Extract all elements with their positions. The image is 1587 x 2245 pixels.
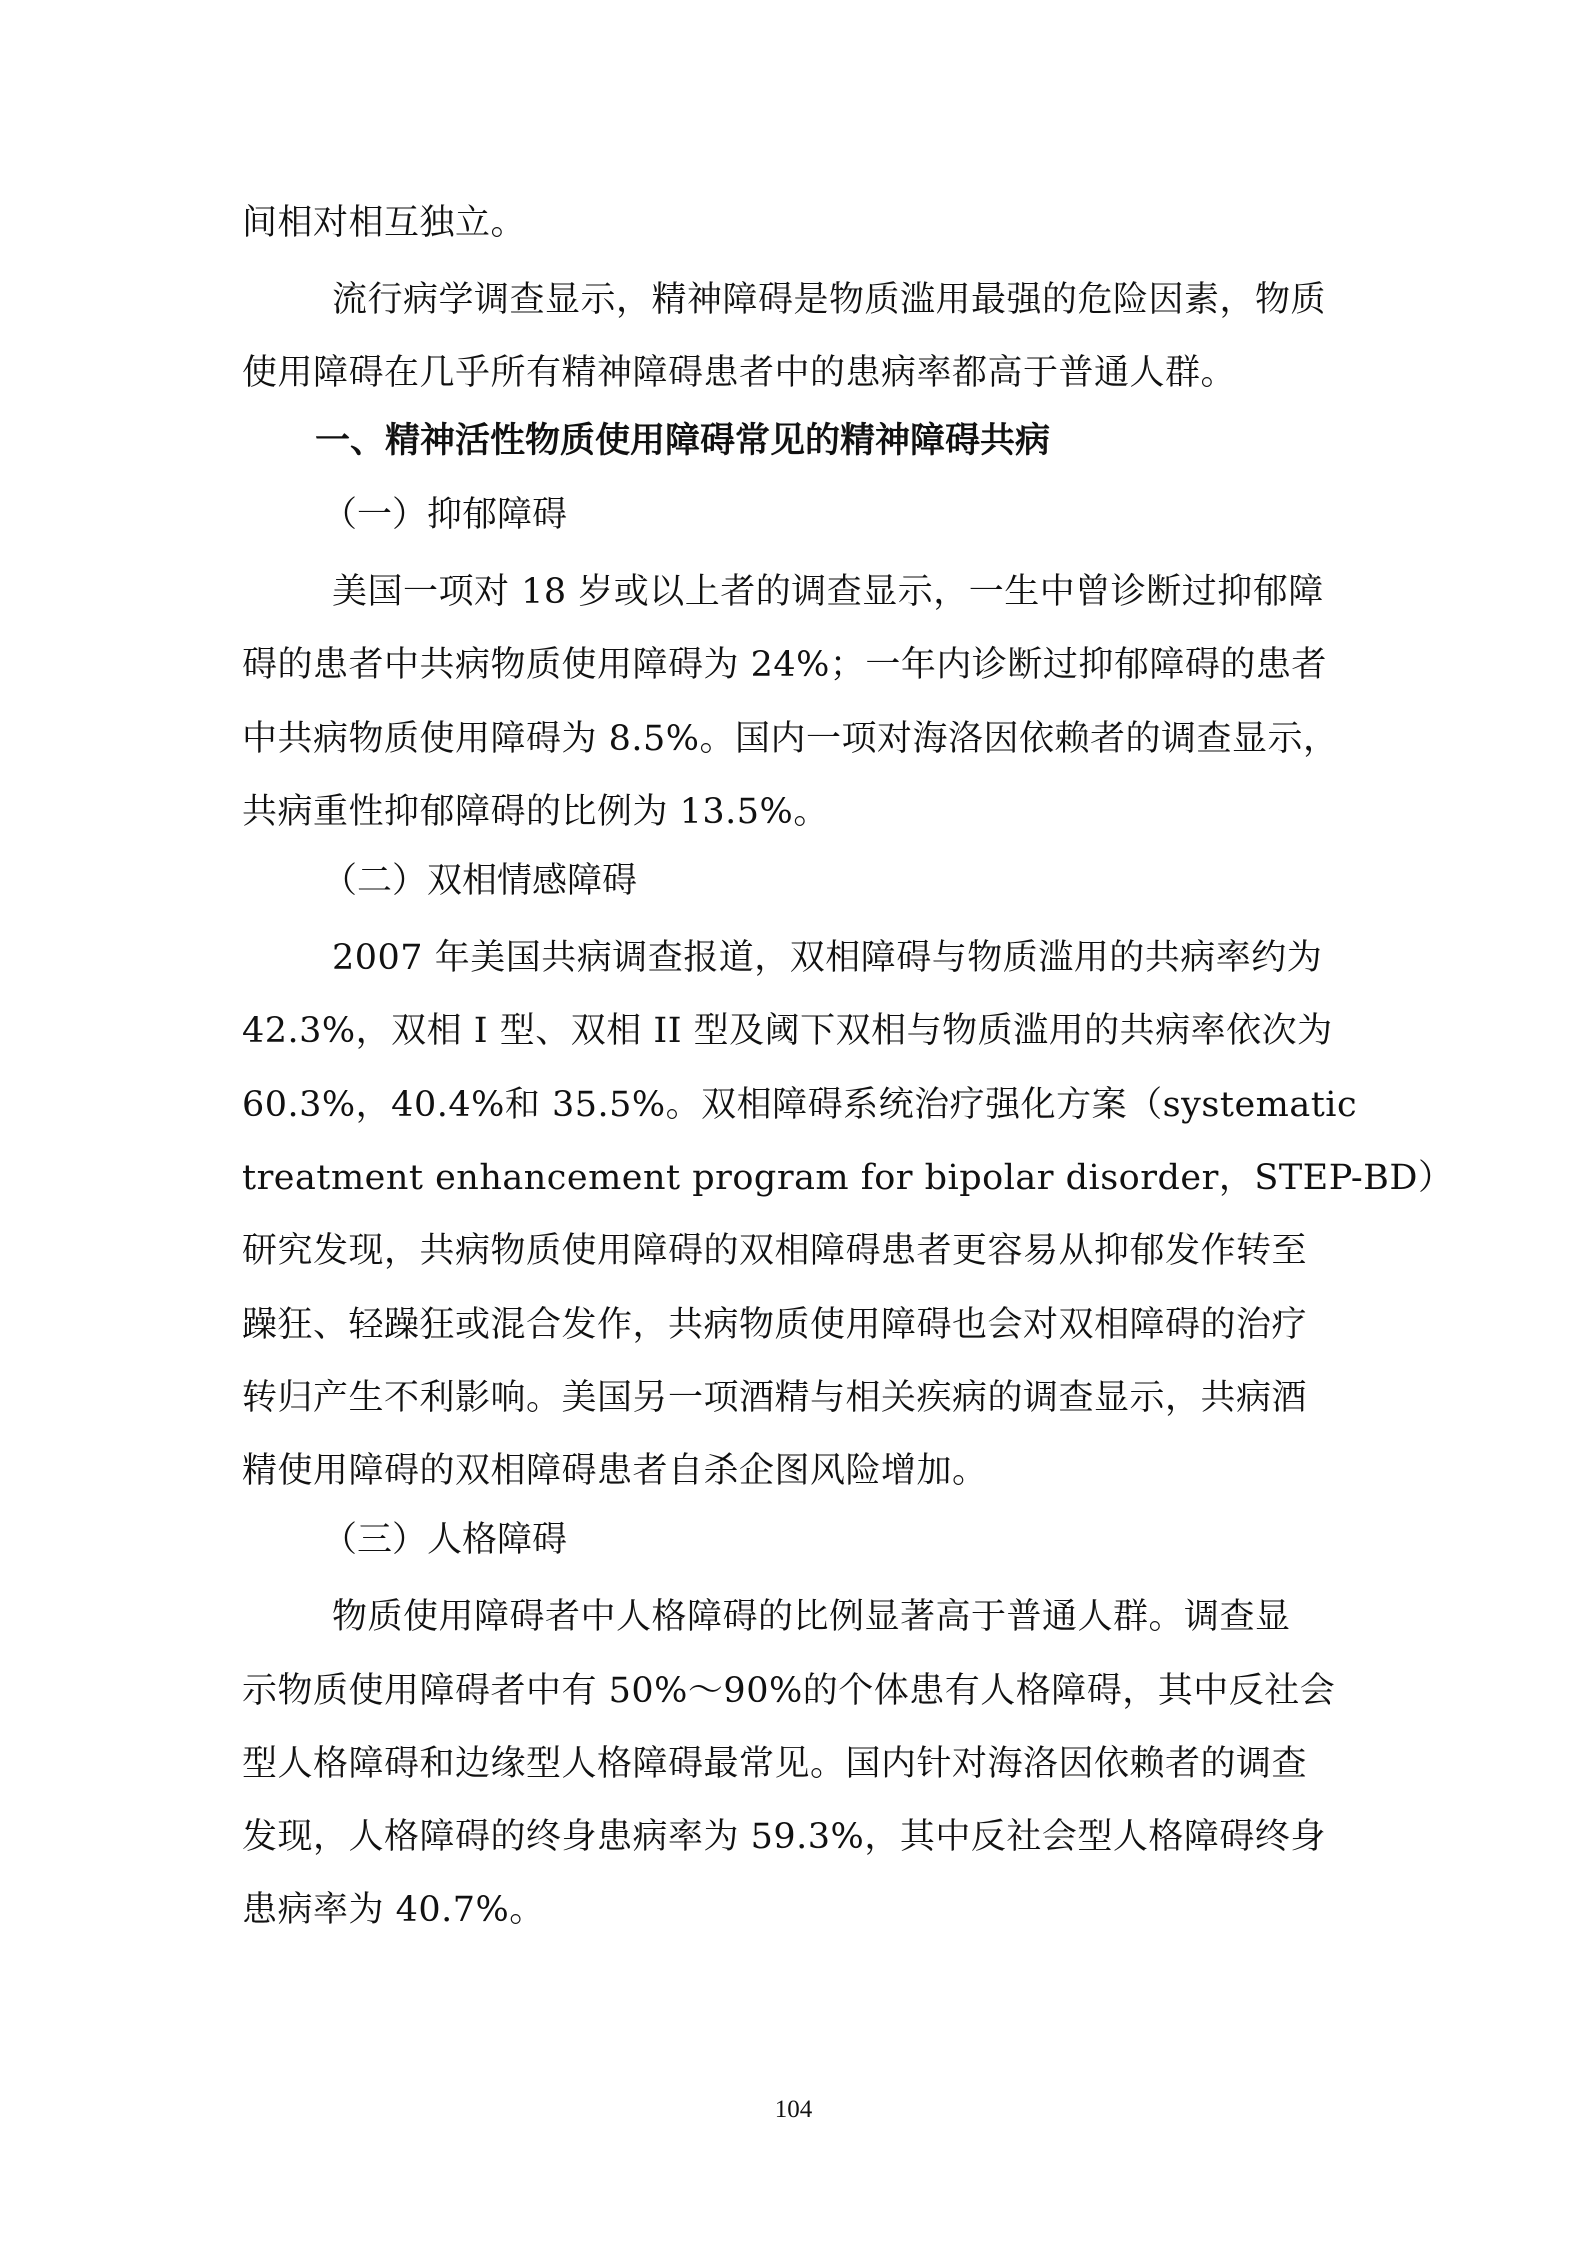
paragraph-line: 使用障碍在几乎所有精神障碍患者中的患病率都高于普通人群。 [242, 353, 1237, 393]
paragraph-line: 发现，人格障碍的终身患病率为 59.3%，其中反社会型人格障碍终身 [242, 1817, 1326, 1857]
paragraph-line: 转归产生不利影响。美国另一项酒精与相关疾病的调查显示，共病酒 [242, 1378, 1308, 1418]
paragraph-line: 间相对相互独立。 [242, 203, 527, 243]
paragraph-line: 型人格障碍和边缘型人格障碍最常见。国内针对海洛因依赖者的调查 [242, 1744, 1308, 1784]
paragraph-line: treatment enhancement program for bipolar disorder，STEP-BD） [242, 1158, 1454, 1198]
page-number: 104 [774, 2096, 813, 2123]
paragraph-line: 美国一项对 18 岁或以上者的调查显示，一生中曾诊断过抑郁障 [332, 572, 1324, 612]
paragraph-line: 42.3%，双相 I 型、双相 II 型及阈下双相与物质滥用的共病率依次为 [242, 1011, 1333, 1051]
paragraph-line: 物质使用障碍者中人格障碍的比例显著高于普通人群。调查显 [332, 1597, 1291, 1637]
paragraph-line: 示物质使用障碍者中有 50%～90%的个体患有人格障碍，其中反社会 [242, 1671, 1336, 1711]
paragraph-line: 研究发现，共病物质使用障碍的双相障碍患者更容易从抑郁发作转至 [242, 1231, 1308, 1271]
subsection-heading: （一）抑郁障碍 [322, 495, 568, 535]
subsection-heading: （三）人格障碍 [322, 1520, 568, 1560]
paragraph-line: 2007 年美国共病调查报道，双相障碍与物质滥用的共病率约为 [332, 938, 1323, 978]
paragraph-line: 精使用障碍的双相障碍患者自杀企图风险增加。 [242, 1451, 988, 1491]
section-heading: 一、精神活性物质使用障碍常见的精神障碍共病 [315, 421, 1051, 461]
paragraph-line: 碍的患者中共病物质使用障碍为 24%；一年内诊断过抑郁障碍的患者 [242, 645, 1327, 685]
subsection-heading: （二）双相情感障碍 [322, 861, 638, 901]
paragraph-line: 中共病物质使用障碍为 8.5%。国内一项对海洛因依赖者的调查显示， [242, 719, 1339, 759]
paragraph-line: 流行病学调查显示，精神障碍是物质滥用最强的危险因素，物质 [332, 280, 1327, 320]
paragraph-line: 共病重性抑郁障碍的比例为 13.5%。 [242, 792, 829, 832]
paragraph-line: 60.3%，40.4%和 35.5%。双相障碍系统治疗强化方案（systematic [242, 1085, 1358, 1125]
paragraph-line: 患病率为 40.7%。 [242, 1890, 545, 1930]
paragraph-line: 躁狂、轻躁狂或混合发作，共病物质使用障碍也会对双相障碍的治疗 [242, 1305, 1308, 1345]
